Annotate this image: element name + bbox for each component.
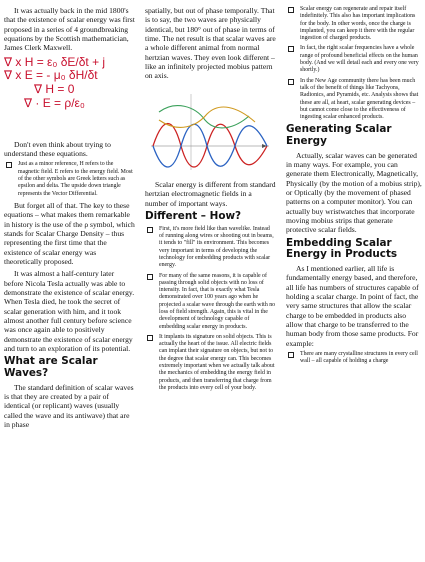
list-item	[286, 45, 422, 74]
reference-note-text: Just as a minor reference, H refers to the magnetic field. E refers to the energy field. Most of the other symbols are Greek letters such as epsilon and delta. The upside down triangle represents the Vector Differential.	[18, 161, 133, 197]
mobius-wave-figure	[145, 86, 276, 174]
list-item	[286, 78, 422, 122]
checkbox-bullet-icon	[147, 274, 153, 280]
list-item	[286, 6, 422, 42]
heading-what-are-scalar-waves: What are Scalar Waves?	[4, 355, 98, 379]
checkbox-bullet-icon	[288, 7, 294, 13]
equation-2: ∇ x E = - μ₀ δH/δt	[4, 68, 98, 83]
checkbox-bullet-icon	[147, 227, 153, 233]
checkbox-bullet-icon	[6, 162, 12, 168]
heading-embedding-scalar-energy: Embedding Scalar Energy in Products	[286, 236, 398, 261]
tesla-paragraph: It was almost a half-century later before Nicola Tesla actually was able to demonstrate the existence of scalar energy. When Tesla died, he took the secret of scalar generation with him, and it took almost another full century before science was once again able to positively demonstrate the existence of scalar energy and turn to an exploration of its potential.	[4, 269, 135, 354]
list-item	[145, 334, 276, 392]
phase-paragraph: spatially, but out of phase temporally. That is to say, the two waves are physically identical, but 180° out of phase in terms of time. The net result is that scalar waves are a whole different animal from normal hertzian waves. They even look different – like an infinitely projected mobius pattern on axis.	[145, 6, 276, 81]
list-item-text: Scalar energy can regenerate and repair itself indefinitely. This also has important implications for the body. In other words, once the charge is implanted, you can keep it there with the regular ingestion of charged products.	[300, 6, 416, 42]
column-3	[286, 6, 422, 369]
figure-wave-blue	[153, 124, 267, 167]
definition-paragraph: The standard definition of scalar waves is that they are created by a pair of identical (or replicant) waves (usually called the wave and its antiwave) that are in phase	[4, 382, 134, 429]
figure-wave-red	[153, 123, 267, 167]
equations-paragraph: Don't even think about trying to understand these equations.	[4, 139, 111, 159]
list-item-text: First, it's more field like than wavelike. Instead of running along wires or shooting out in beams, it tends to "fill" its environment. This becomes very important in terms of developing the technology for embedding products with scalar energy.	[159, 225, 274, 269]
equation-1: ∇ x H = ε₀ δE/δt + j	[4, 54, 106, 69]
heading-different-how: Different – How?	[145, 210, 242, 223]
list-item-text: For many of the same reasons, it is capable of passing through solid objects with no loss of intensity. In fact, that is exactly what Tesla demonstrated over 100 years ago when he projected a scalar wave through the earth with no loss of field strength. Again, this is vital in the development of technology capable of embedding scalar energy in products.	[159, 272, 276, 330]
figure-wave-yellow	[159, 107, 255, 127]
list-item-text: There are many crystalline structures in every cell wall – all capable of holding a charge	[300, 351, 418, 365]
equation-3: ∇ H = 0	[34, 81, 75, 96]
key-paragraph: But forget all of that. The key to these equations – what makes them remarkable in history is the use of the ρ symbol, which stands for Scalar Charge Density – thus representing the first time that the existence of scalar energy was theoretically proposed.	[4, 200, 135, 266]
list-item	[145, 226, 276, 270]
embedding-paragraph: As I mentioned earlier, all life is fundamentally energy based, and therefore, all life has numbers of structures capable of holding a scalar charge. In point of fact, the very same structures that allow the scalar charge to be embedded in products also allow that charge to be transferred to the human body from those same products. For example:	[286, 263, 419, 348]
generating-paragraph: Actually, scalar waves can be generated in many ways. For example, you can generate them Electronically, Magnetically, Physically (by the motion of a mobius strip), or Optically (by the movement of phased patterns on a computer monitor). You can actually buy wristwatches that incorporate moving mobius strips that generate protective scalar fields.	[286, 150, 422, 235]
list-item	[145, 273, 276, 331]
column-1	[4, 6, 135, 432]
checkbox-bullet-icon	[288, 79, 294, 85]
intro-paragraph: It was actually back in the mid 1800's that the existence of scalar energy was first proposed in a series of 4 groundbreaking equations by the Scottish mathematician, James Clerk Maxwell.	[4, 6, 135, 53]
reference-note	[4, 161, 135, 197]
checkbox-bullet-icon	[147, 335, 153, 341]
figure-caption: Scalar energy is different from standard hertzian electromagnetic fields in a number of important ways.	[145, 180, 276, 208]
list-item	[286, 351, 422, 366]
list-item-text: It implants its signature on solid objects. This is actually the heart of the issue. All electric fields can implant their signature on objects, but not to the degree that scalar energy can. This becomes extremely important when we actually talk about the mechanics of embedding the energy field in products, and then transferring that charge from the products into every cell of your body.	[159, 333, 275, 391]
heading-generating-scalar-energy: Generating Scalar Energy	[286, 123, 392, 148]
column-2	[145, 6, 276, 395]
equation-4: ∇ · E = ρ/ε₀	[24, 95, 85, 110]
checkbox-bullet-icon	[288, 352, 294, 358]
maxwell-equations	[4, 56, 135, 140]
checkbox-bullet-icon	[288, 46, 294, 52]
list-item-text: In the New Age community there has been much talk of the benefit of things like Tachyons, Radionics, and Pyramids, etc. Analysis shows that these are all, at heart, scalar generating devices – but cannot come close to the effectiveness of ingesting scalar enhanced products.	[300, 77, 419, 121]
list-item-text: In fact, the right scalar frequencies have a whole range of profound beneficial effects on the human body. (And we will detail each and every one very shortly.)	[300, 45, 419, 74]
